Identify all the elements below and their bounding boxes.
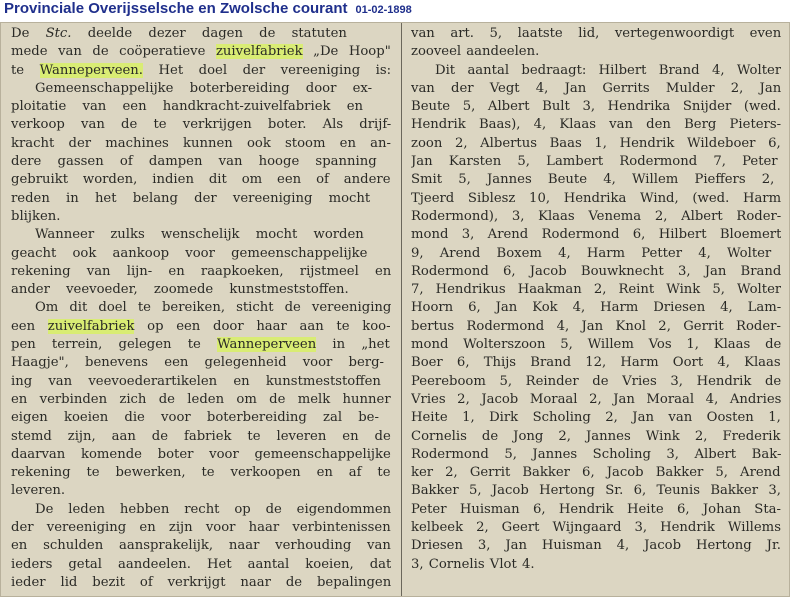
text-line: leveren. (11, 483, 66, 499)
text-segment: pen terrein, gelegen te (11, 337, 218, 353)
text-line: Hendrik Baas), 4, Klaas van den Berg Pieters- (411, 117, 781, 133)
right-column (407, 23, 787, 574)
text-line: ker 2, Gerrit Bakker 6, Jacob Bakker 5, Arend (411, 465, 781, 481)
text-line: Vries 2, Jacob Moraal 2, Jan Moraal 4, Andries (411, 391, 781, 407)
text-line: der vereeniging en zijn voor haar verbintenissen (11, 520, 391, 536)
text-line: dere gassen of dampen van hooge spanning (11, 154, 377, 170)
text-segment: mede van de coöperatieve (11, 44, 216, 60)
text-line: Beute 5, Albert Bult 3, Hendrika Snijder (wed. (411, 99, 781, 115)
text-line: kelbeek 2, Geert Wijngaard 3, Hendrik Willems (411, 520, 781, 536)
text-segment: „De Hoop" (302, 44, 391, 60)
text-line: Boer 6, Thijs Brand 12, Harm Oort 4, Klaas (411, 355, 781, 371)
text-line: 3, Cornelis Vlot 4. (411, 556, 535, 572)
newspaper-title: Provinciale Overijsselsche en Zwolsche courant (4, 0, 348, 17)
text-line: Peter Huisman 6, Hendrik Heite 6, Johan Sta- (411, 501, 781, 517)
text-line (11, 25, 391, 43)
text-line: van art. 5, laatste lid, vertegenwoordigt even (411, 26, 781, 41)
text-line: ieders getal aandeelen. Het aantal koeien, dat (11, 556, 391, 572)
text-line: rekening van lijn- en raapkoeken, rijstmeel en (11, 263, 391, 279)
text-line: Bakker 5, Jacob Hertong Sr. 6, Teunis Bakker 3, (411, 483, 781, 499)
text-line: rekening te bewerken, te verkoopen en af te (11, 465, 391, 481)
text-line: ploitatie van een handkracht-zuivelfabriek en (11, 99, 363, 115)
text-segment: een (11, 318, 48, 334)
highlighted-search-term: Wanneperveen (217, 337, 317, 353)
left-column (5, 23, 397, 592)
text-line: van der Vegt 4, Jan Gerrits Mulder 2, Jan (411, 80, 781, 96)
text-segment: in „het (316, 337, 390, 353)
text-line: mond Wolterszoon 5, Willem Vos 1, Klaas de (411, 337, 781, 353)
text-segment: deelde dezer dagen de statuten (71, 26, 347, 41)
text-line: ander veevoeder, zoomede kunstmeststoffen. (11, 282, 349, 298)
italic-source-abbrev: Stc. (45, 26, 72, 41)
text-line: eigen koeien die voor boterbereiding zal be- (11, 410, 379, 426)
text-line: verkoop van de te verkrijgen boter. Als drijf- (11, 117, 391, 133)
text-line: Wanneer zulks wenschelijk mocht worden (35, 227, 364, 243)
text-line: Tjeerd Siblesz 10, Hendrika Wind, (wed. Harm (411, 190, 781, 206)
text-line (11, 43, 391, 61)
text-line: ing van veevoederartikelen en kunstmeststoffen (11, 373, 381, 389)
text-line: en verbinden zich de leden om de melk hunner (11, 391, 391, 407)
text-line: mond 3, Arend Rodermond 6, Hilbert Bloemert (411, 227, 781, 243)
text-line: 7, Hendrikus Haakman 2, Reint Wink 5, Wolter (411, 282, 781, 298)
text-line: Hoorn 6, Jan Kok 4, Harm Driesen 4, Lam- (411, 300, 781, 316)
text-line: Rodermond 5, Jannes Scholing 3, Albert Bak- (411, 446, 781, 462)
text-line: Rodermond 6, Jacob Bouwknecht 3, Jan Brand (411, 263, 781, 279)
highlighted-search-term: zuivelfabriek (47, 318, 135, 334)
text-segment: Het doel der vereeniging is: (143, 62, 391, 78)
text-line (11, 336, 391, 354)
text-line: kracht der machines kunnen ook stoom en an- (11, 135, 391, 151)
text-line: stemd zijn, aan de fabriek te leveren en de (11, 428, 391, 444)
text-line: zoon 2, Albertus Baas 1, Hendrik Wildeboer 6, (411, 135, 781, 151)
text-line: Driesen 3, Jan Huisman 4, Jacob Hertong Jr. (411, 538, 781, 554)
column-divider (401, 23, 402, 597)
text-line (11, 318, 391, 336)
text-line: zooveel aandeelen. (411, 44, 540, 60)
text-line: ieder lid bezit of verkrijgt naar de bepalingen (11, 574, 391, 590)
text-segment: te (11, 62, 40, 78)
highlighted-search-term: zuivelfabriek (215, 44, 303, 60)
text-line: Rodermond), 3, Klaas Venema 2, Albert Roder- (411, 208, 781, 224)
newspaper-clipping (0, 22, 790, 597)
newspaper-header (0, 0, 800, 22)
text-line: Cornelis de Jong 2, Jannes Wink 2, Frederik (411, 428, 781, 444)
text-segment: De (11, 26, 46, 41)
text-line: Om dit doel te bereiken, sticht de vereeniging (35, 300, 391, 316)
text-line (11, 62, 391, 80)
text-line: Heite 1, Dirk Scholing 2, Jan van Oosten 1, (411, 410, 781, 426)
highlighted-search-term: Wanneperveen. (39, 62, 143, 78)
text-line: blijken. (11, 208, 61, 224)
text-line: Dit aantal bedraagt: Hilbert Brand 4, Wolter (435, 62, 781, 78)
text-line: daarvan komende boter voor gemeenschappelijke (11, 446, 391, 462)
text-segment: op een door haar aan te koo- (134, 318, 391, 334)
publication-date: 01-02-1898 (355, 4, 412, 16)
text-line: gebruikt worden, indien dit om een of andere (11, 172, 391, 188)
text-line: geacht ook aankoop voor gemeenschappelijke (11, 245, 368, 261)
text-line: Peereboom 5, Reinder de Vries 3, Hendrik de (411, 373, 781, 389)
text-line: bertus Rodermond 4, Jan Knol 2, Gerrit Roder- (411, 318, 781, 334)
text-line: reden in het belang der vereeniging mocht (11, 190, 371, 206)
text-line: Haagje", benevens een gelegenheid voor berg- (11, 355, 384, 371)
text-line: De leden hebben recht op de eigendommen (35, 501, 391, 517)
text-line: 9, Arend Boxem 4, Harm Petter 4, Wolter (411, 245, 772, 261)
text-line: Smit 5, Jannes Beute 4, Willem Pieffers 2, (411, 172, 775, 188)
text-line: en schulden aansprakelijk, naar verhouding van (11, 538, 391, 554)
text-line: Jan Karsten 5, Lambert Rodermond 7, Peter (411, 154, 778, 170)
text-line: Gemeenschappelijke boterbereiding door ex- (35, 80, 373, 96)
